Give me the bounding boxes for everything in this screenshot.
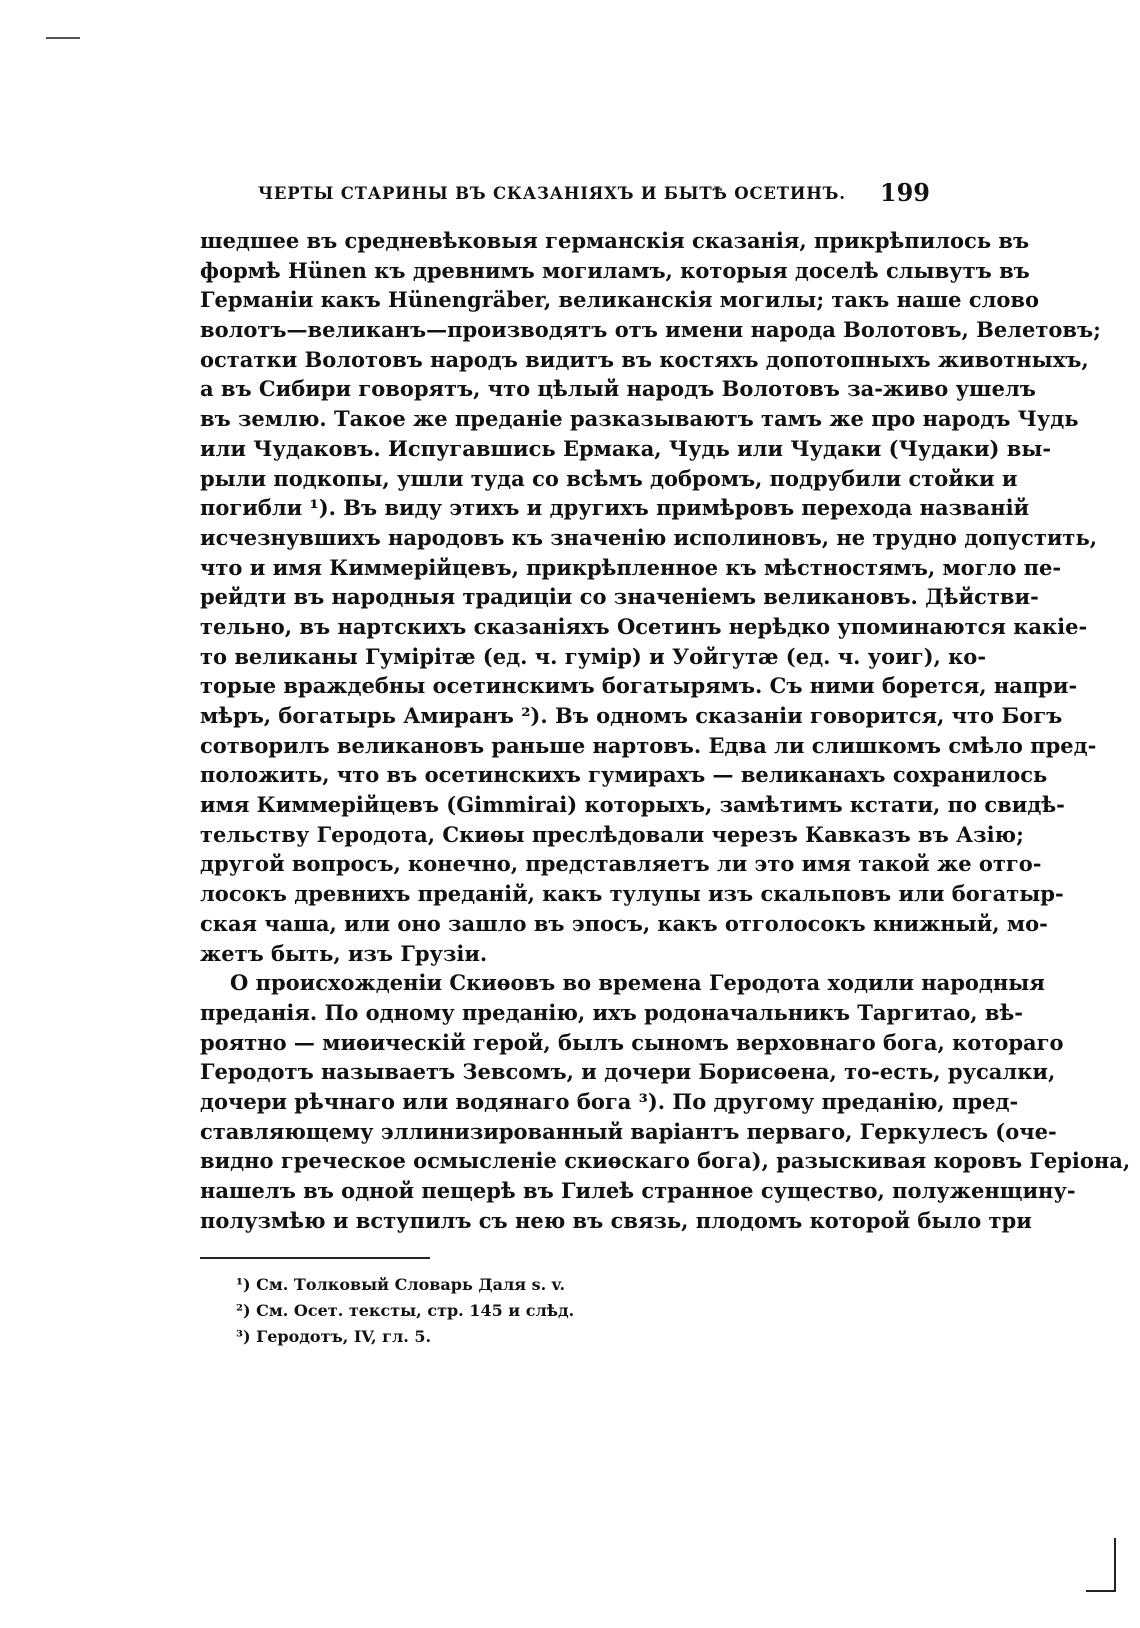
text-line: то великаны Гумірітӕ (ед. ч. гумір) и Уойгутӕ (ед. ч. уоиг), ко-	[200, 643, 987, 669]
running-header	[200, 178, 940, 214]
text-line: погибли ¹). Въ виду этихъ и другихъ примѣровъ перехода названій	[200, 495, 1030, 521]
text-line: полузмѣю и вступилъ съ нею въ связь, плодомъ которой было три	[200, 1207, 1032, 1233]
text-line: тельно, въ нартскихъ сказаніяхъ Осетинъ нерѣдко упоминаются какіе-	[200, 613, 1088, 639]
text-line: Геродотъ называетъ Зевсомъ, и дочери Борисѳена, то-есть, русалки,	[200, 1059, 1056, 1085]
text-line: другой вопросъ, конечно, представляетъ ли это имя такой же отго-	[200, 851, 1042, 877]
paragraph-start-line: О происхожденіи Скиѳовъ во времена Геродота ходили народныя	[230, 970, 1045, 996]
footnote-separator	[200, 1257, 430, 1259]
footnote-3: ³) Геродотъ, IV, гл. 5.	[236, 1327, 432, 1346]
text-line: торые враждебны осетинскимъ богатырямъ. Съ ними борется, напри-	[200, 673, 1078, 699]
text-line: преданія. По одному преданію, ихъ родоначальникъ Таргитао, вѣ-	[200, 999, 1023, 1025]
text-line: рыли подкопы, ушли туда со всѣмъ добромъ, подрубили стойки и	[200, 465, 1018, 491]
text-line: роятно — миѳическій герой, былъ сыномъ верховнаго бога, котораго	[200, 1029, 1064, 1055]
running-title: ЧЕРТЫ СТАРИНЫ ВЪ СКАЗАНІЯХЪ И БЫТѢ ОСЕТИНЪ.	[258, 184, 846, 203]
text-line: положить, что въ осетинскихъ гумирахъ — великанахъ сохранилось	[200, 762, 1048, 788]
main-text	[200, 226, 1131, 1233]
footnote-1: ¹) См. Толковый Словарь Даля s. v.	[236, 1275, 566, 1294]
text-line: въ землю. Такое же преданіе разказываютъ тамъ же про народъ Чудь	[200, 406, 1079, 432]
text-line: ставляющему эллинизированный варіантъ перваго, Геркулесъ (оче-	[200, 1118, 1057, 1144]
text-line: волотъ—великанъ—производятъ отъ имени народа Волотовъ, Велетовъ;	[200, 317, 1101, 343]
scan-corner-mark	[1086, 1538, 1116, 1592]
text-line: а въ Сибири говорятъ, что цѣлый народъ Волотовъ за-живо ушелъ	[200, 376, 1036, 402]
text-line: или Чудаковъ. Испугавшись Ермака, Чудь или Чудаки (Чудаки) вы-	[200, 435, 1052, 461]
text-line: видно греческое осмысленіе скиѳскаго бога), разыскивая коровъ Геріона,	[200, 1148, 1131, 1174]
text-line: шедшее въ средневѣковыя германскія сказанія, прикрѣпилось въ	[200, 228, 1030, 253]
text-line: сотворилъ великановъ раньше нартовъ. Едва ли слишкомъ смѣло пред-	[200, 732, 1097, 758]
text-line: формѣ Hünen къ древнимъ могиламъ, которыя доселѣ слывутъ въ	[200, 257, 1030, 283]
text-line: рейдти въ народныя традиціи со значеніемъ великановъ. Дѣйстви-	[200, 584, 1039, 610]
text-line: исчезнувшихъ народовъ къ значенію исполиновъ, не трудно допустить,	[200, 524, 1098, 550]
scan-edge-mark	[46, 37, 80, 39]
text-line: нашелъ въ одной пещерѣ въ Гилеѣ странное существо, полуженщину-	[200, 1178, 1076, 1203]
text-line: жетъ быть, изъ Грузіи.	[200, 940, 488, 966]
text-line: ская чаша, или оно зашло въ эпосъ, какъ отголосокъ книжный, мо-	[200, 910, 1048, 936]
text-line: дочери рѣчнаго или водянаго бога ³). По другому преданію, пред-	[200, 1088, 1019, 1114]
text-line: имя Киммерійцевъ (Gimmirai) которыхъ, замѣтимъ кстати, по свидѣ-	[200, 792, 1065, 818]
text-line: что и имя Киммерійцевъ, прикрѣпленное къ мѣстностямъ, могло пе-	[200, 554, 1062, 580]
text-line: Германіи какъ Hünengräber, великанскія могилы; такъ наше слово	[200, 287, 1040, 313]
footnote-2: ²) См. Осет. тексты, стр. 145 и слѣд.	[236, 1301, 575, 1320]
text-line: тельству Геродота, Скиѳы преслѣдовали черезъ Кавказъ въ Азію;	[200, 821, 1024, 847]
footnotes	[236, 1272, 836, 1350]
page-number: 199	[879, 178, 930, 207]
text-line: лосокъ древнихъ преданій, какъ тулупы изъ скальповъ или богатыр-	[200, 881, 1064, 907]
text-line: остатки Волотовъ народъ видитъ въ костяхъ допотопныхъ животныхъ,	[200, 346, 1089, 372]
text-line: мѣръ, богатырь Амиранъ ²). Въ одномъ сказаніи говорится, что Богъ	[200, 703, 1063, 728]
